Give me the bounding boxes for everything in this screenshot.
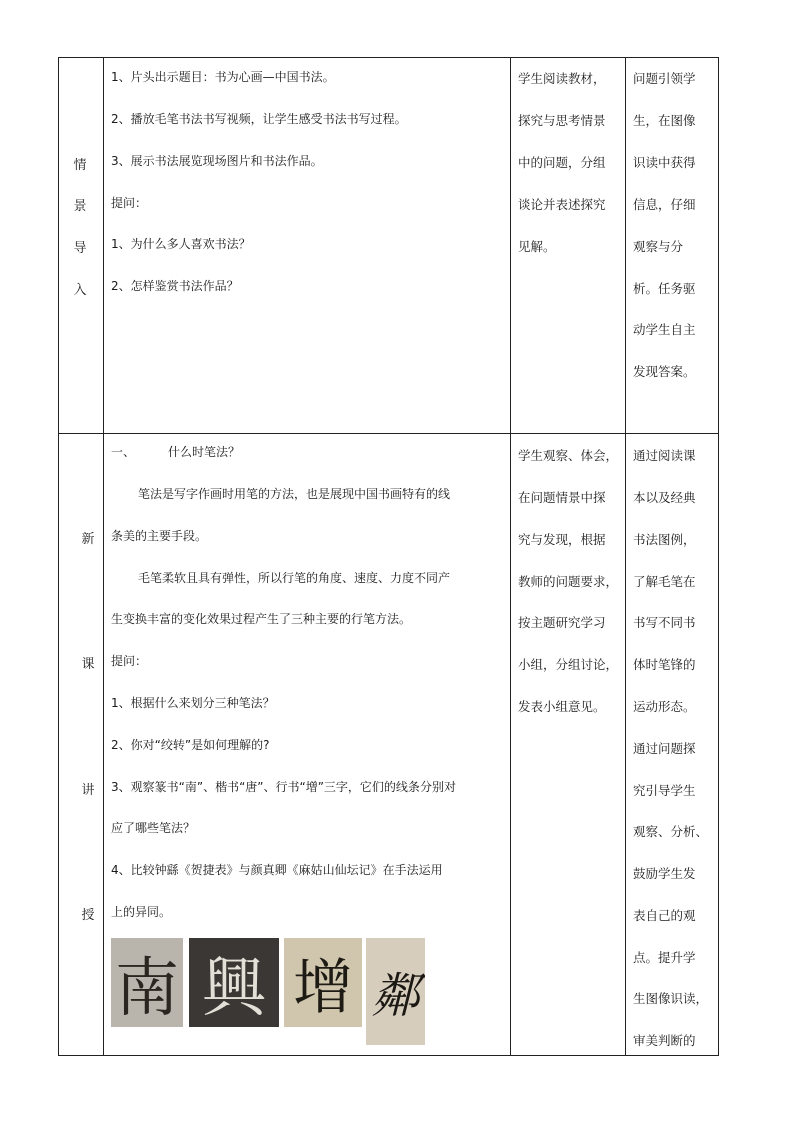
paragraph-line: 条美的主要手段。 (111, 529, 208, 543)
design-intent-line: 究引导学生 (633, 783, 696, 798)
student-activity-line: 学生观察、体会， (518, 448, 619, 463)
design-intent-line: 鼓励学生发 (633, 866, 696, 881)
content-line: 1、为什么多人喜欢书法？ (111, 237, 251, 251)
design-intent-line: 观察、分析、 (633, 824, 709, 839)
student-activity-line: 学生阅读教材， (518, 71, 606, 86)
design-intent-line: 信息，仔细 (633, 197, 696, 212)
design-intent-line: 发现答案。 (633, 364, 696, 379)
calligraphy-image-nan (111, 938, 183, 1027)
section-heading: 什么时笔法？ (168, 445, 241, 459)
calligraphy-image-zeng (284, 938, 362, 1027)
column-divider (103, 58, 104, 1055)
section-label-char: 入 (73, 283, 87, 298)
student-activity-line: 小组，分组讨论， (518, 657, 619, 672)
student-activity-line: 在问题情景中探 (518, 490, 606, 505)
design-intent-line: 书法图例， (633, 532, 696, 547)
column-divider (510, 58, 511, 1055)
design-intent-line: 了解毛笔在 (633, 574, 696, 589)
design-intent-line: 析。任务驱 (633, 281, 696, 296)
design-intent-line: 观察与分 (633, 239, 684, 254)
paragraph-line: 生变换丰富的变化效果过程产生了三种主要的行笔方法。 (111, 612, 412, 626)
student-activity-line: 谈论并表述探究 (518, 197, 606, 212)
section-label-char: 授 (81, 908, 95, 923)
row-divider (59, 433, 718, 434)
content-line: 3、展示书法展览现场图片和书法作品。 (111, 154, 323, 168)
design-intent-line: 表自己的观 (633, 908, 696, 923)
student-activity-line: 中的问题，分组 (518, 155, 606, 170)
calligraphy-char: 鄰 (371, 968, 420, 1024)
calligraphy-char: 增 (293, 952, 353, 1023)
section-label-char: 景 (73, 199, 87, 214)
student-activity-line: 见解。 (518, 239, 556, 254)
section-label-char: 课 (81, 657, 95, 672)
paragraph-line: 毛笔柔软且具有弹性，所以行笔的角度、速度、力度不同产 (138, 571, 451, 585)
calligraphy-char: 南 (115, 951, 179, 1026)
design-intent-line: 通过阅读课 (633, 448, 696, 463)
content-line: 提问： (111, 196, 148, 210)
question-line: 上的异同。 (111, 905, 172, 919)
design-intent-line: 点。提升学 (633, 950, 696, 965)
section-label-char: 讲 (81, 783, 95, 798)
section-label-char: 导 (73, 241, 87, 256)
calligraphy-char: 興 (202, 951, 266, 1026)
content-line: 2、播放毛笔书法书写视频，让学生感受书法书写过程。 (111, 112, 407, 126)
calligraphy-image-xing (189, 938, 279, 1027)
question-line: 提问： (111, 654, 148, 668)
column-divider (625, 58, 626, 1055)
student-activity-line: 探究与思考情景 (518, 113, 606, 128)
design-intent-line: 体时笔锋的 (633, 657, 696, 672)
student-activity-line: 教师的问题要求， (518, 574, 619, 589)
question-line: 应了哪些笔法？ (111, 821, 196, 835)
design-intent-line: 通过问题探 (633, 741, 696, 756)
question-line: 3、观察篆书“南”、楷书“唐”、行书“增”三字，它们的线条分别对 (111, 780, 456, 794)
student-activity-line: 究与发现，根据 (518, 532, 606, 547)
design-intent-line: 识读中获得 (633, 155, 696, 170)
question-line: 1、根据什么来划分三种笔法？ (111, 696, 275, 710)
calligraphy-image-cursive (366, 938, 425, 1045)
design-intent-line: 审美判断的 (633, 1033, 696, 1048)
design-intent-line: 书写不同书 (633, 615, 696, 630)
section-heading-number: 一、 (111, 445, 136, 459)
question-line: 4、比较钟繇《贺捷表》与颜真卿《麻姑山仙坛记》在手法运用 (111, 863, 443, 877)
design-intent-line: 运动形态。 (633, 699, 696, 714)
section-label-char: 新 (81, 532, 95, 547)
section-label-char: 情 (73, 158, 87, 173)
content-line: 2、怎样鉴赏书法作品？ (111, 279, 239, 293)
design-intent-line: 本以及经典 (633, 490, 696, 505)
student-activity-line: 按主题研究学习 (518, 615, 606, 630)
design-intent-line: 生，在图像 (633, 113, 696, 128)
design-intent-line: 生图像识读， (633, 991, 709, 1006)
design-intent-line: 动学生自主 (633, 322, 696, 337)
design-intent-line: 问题引领学 (633, 71, 696, 86)
paragraph-line: 笔法是写字作画时用笔的方法，也是展现中国书画特有的线 (138, 487, 451, 501)
question-line: 2、你对“绞转”是如何理解的? (111, 738, 270, 752)
student-activity-line: 发表小组意见。 (518, 699, 606, 714)
content-line: 1、片头出示题目：书为心画—中国书法。 (111, 70, 335, 84)
